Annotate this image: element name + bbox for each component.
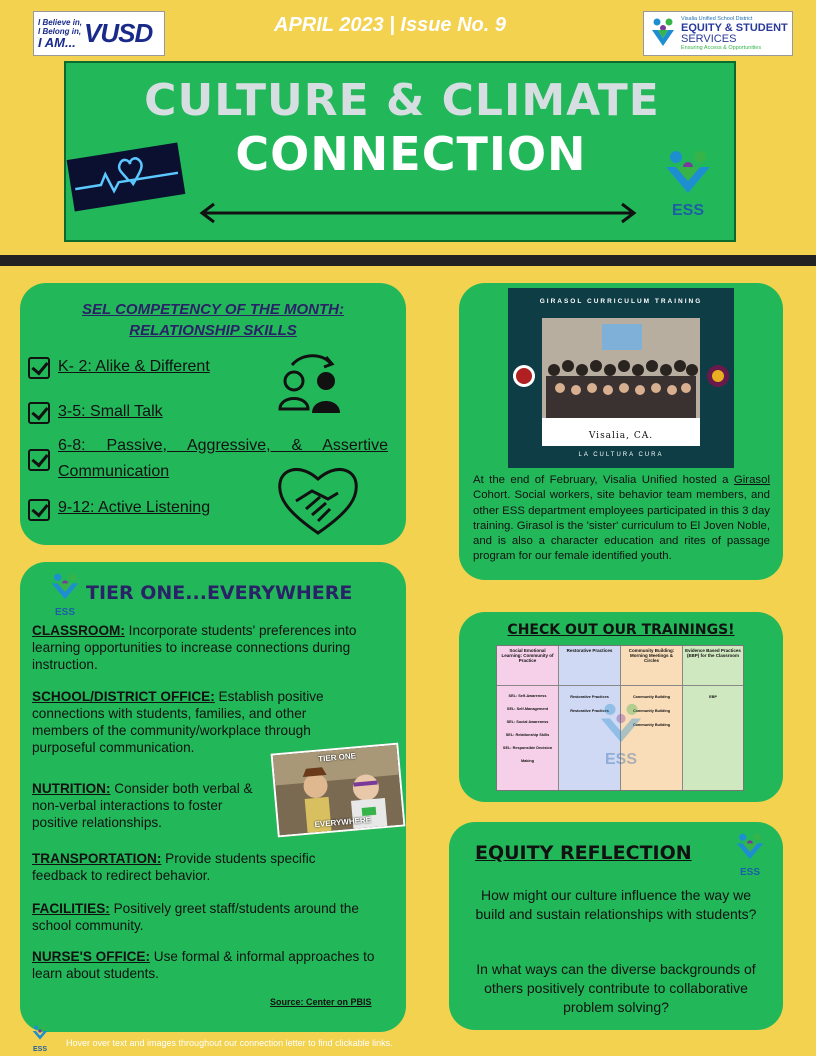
training-item[interactable]: SEL: Relationship Skills xyxy=(505,733,550,737)
sel-item[interactable]: 6-8: Passive, Aggressive, & Assertive xyxy=(58,437,388,454)
training-item[interactable]: SEL: Social Awareness xyxy=(506,720,549,724)
training-column-title: Community Building: Morning Meetings & Circles xyxy=(621,646,682,686)
tier-item-text: Incorporate students' preferences into learning opportunities to increase connections during instruction. xyxy=(32,623,357,672)
tier-item-text: Provide students specific feedback to redirect behavior. xyxy=(32,851,316,883)
check-icon xyxy=(28,402,50,424)
heartbeat-image xyxy=(67,143,186,212)
trainings-table[interactable] xyxy=(496,645,744,791)
meme-bottom-text: EVERYWHERE xyxy=(314,815,372,830)
meme-top-text: TIER ONE xyxy=(317,751,357,764)
sel-item[interactable]: Communication xyxy=(58,463,170,480)
trainings-heading[interactable]: CHECK OUT OUR TRAININGS! xyxy=(507,622,735,638)
training-column-title: Social Emotional Learning: Community of Practice xyxy=(497,646,558,686)
check-icon xyxy=(28,499,50,521)
sel-item[interactable]: 3-5: Small Talk xyxy=(58,403,163,420)
ess-logo-line2: SERVICES xyxy=(681,32,737,45)
heart-handshake-icon xyxy=(276,463,360,537)
watermark-ess-text: ESS xyxy=(604,751,637,768)
tier-item-title: SCHOOL/DISTRICT OFFICE: xyxy=(32,689,215,704)
training-column xyxy=(497,646,559,790)
girasol-text xyxy=(473,473,770,565)
girasol-text-pre: At the end of February, Visalia Unified hosted a xyxy=(473,474,734,486)
tier-item-facilities[interactable] xyxy=(32,900,392,934)
girasol-training-image[interactable] xyxy=(508,288,734,468)
girasol-image-title: GIRASOL CURRICULUM TRAINING xyxy=(539,298,703,305)
sel-item[interactable]: 9-12: Active Listening xyxy=(58,499,211,516)
divider-bar xyxy=(0,255,816,266)
check-icon xyxy=(28,357,50,379)
girasol-link[interactable]: Girasol xyxy=(733,474,770,486)
tier-item-title: NURSE'S OFFICE: xyxy=(32,949,151,964)
source-link[interactable]: Source: Center on PBIS xyxy=(270,997,372,1007)
group-photo xyxy=(542,318,700,418)
footer-text: Hover over text and images throughout our connection letter to find clickable links. xyxy=(66,1038,393,1048)
training-item[interactable]: Restorative Practices xyxy=(570,695,609,699)
tier-item-title: CLASSROOM: xyxy=(32,623,125,638)
hero-title-line1: CULTURE & CLIMATE xyxy=(144,75,660,126)
girasol-image-caption: LA CULTURA CURA xyxy=(578,452,664,458)
equity-question-1: How might our culture influence the way we build and sustain relationships with students? xyxy=(475,887,757,922)
double-arrow-icon xyxy=(198,201,638,225)
footer-ess-text: ESS xyxy=(32,1046,47,1053)
vusd-logo[interactable] xyxy=(33,11,165,56)
logo-brand: VUSD xyxy=(84,18,153,48)
trainings-card xyxy=(459,612,783,802)
sel-item[interactable]: K- 2: Alike & Different xyxy=(58,358,210,375)
ess-logo-top: Visalia Unified School District xyxy=(681,15,753,22)
equity-heading: EQUITY REFLECTION xyxy=(475,842,692,864)
logo-line1: I Believe in, xyxy=(38,17,83,27)
equity-ess-logo xyxy=(733,832,767,878)
logo-line2: I Belong in, xyxy=(38,26,82,36)
issue-label: APRIL 2023 | Issue No. 9 xyxy=(274,14,506,36)
tier-item-transportation[interactable] xyxy=(32,850,362,884)
tier-item-text: Use formal & informal approaches to learn about students. xyxy=(32,949,375,981)
training-column-title: Restorative Practices xyxy=(559,646,620,686)
photo-frame xyxy=(542,318,700,446)
logo-line3: I AM... xyxy=(38,34,76,50)
tier-item-title: FACILITIES: xyxy=(32,901,110,916)
hero-banner xyxy=(64,61,736,242)
heartbeat-icon xyxy=(67,143,186,212)
hero-ess-text: ESS xyxy=(671,202,704,219)
tier-ess-text: ESS xyxy=(54,607,75,618)
girasol-image-place: Visalia, CA. xyxy=(588,431,654,441)
equity-question-2: In what ways can the diverse backgrounds of others positively contribute to collaborative problem solving? xyxy=(476,961,756,1015)
tier-item-classroom[interactable] xyxy=(32,622,397,673)
tier-item-nutrition[interactable] xyxy=(32,780,272,831)
ess-people-icon xyxy=(733,832,767,862)
tier-item-title: NUTRITION: xyxy=(32,781,111,796)
ess-logo-tag: Ensuring Access & Opportunities xyxy=(681,44,762,51)
training-item[interactable]: Community Building xyxy=(632,709,671,713)
relationship-cycle-icon xyxy=(272,351,348,421)
sel-heading-line1[interactable]: SEL COMPETENCY OF THE MONTH: xyxy=(82,301,344,318)
sunflower-seal-icon xyxy=(706,362,730,390)
seal-icon xyxy=(512,364,536,388)
check-icon xyxy=(28,449,50,471)
watermark-ess-logo xyxy=(595,702,647,769)
ess-people-icon xyxy=(595,702,647,746)
training-column xyxy=(683,646,743,790)
training-column-title: Evidence Based Practices (EBP) for the Classroom xyxy=(683,646,743,686)
training-item[interactable]: Community Building xyxy=(632,695,671,699)
training-item[interactable]: SEL: Self-Awareness xyxy=(508,694,547,698)
training-item[interactable]: SEL: Self-Management xyxy=(506,707,549,711)
tier-item-district[interactable] xyxy=(32,688,352,756)
ess-logo-line1: EQUITY & STUDENT xyxy=(681,21,788,34)
tier-item-text: Establish positive connections with students, families, and other members of the community/workplace through purposeful communication. xyxy=(32,689,324,755)
tier-item-text: Consider both verbal & non-verbal interactions to foster positive relationships. xyxy=(32,781,253,830)
sel-card xyxy=(20,283,406,545)
training-item[interactable]: Community Building xyxy=(632,723,671,727)
hero-ess-logo xyxy=(660,149,716,219)
tier-item-nurse[interactable] xyxy=(32,948,402,982)
tier-heading: TIER ONE...EVERYWHERE xyxy=(86,582,353,604)
training-item[interactable]: Restorative Practices xyxy=(570,709,609,713)
hero-title-line2: CONNECTION xyxy=(235,127,587,181)
ess-logo[interactable] xyxy=(643,11,793,56)
tier-item-title: TRANSPORTATION: xyxy=(32,851,162,866)
ess-people-icon xyxy=(648,16,678,52)
sel-heading-line2[interactable]: RELATIONSHIP SKILLS xyxy=(129,322,297,339)
equity-card xyxy=(449,822,783,1030)
footer-ess-logo xyxy=(30,1025,50,1053)
girasol-card xyxy=(459,283,783,580)
girasol-text-post: Cohort. Social workers, site behavior team members, and other ESS department employees participated in this 3 day training. Girasol is the 'sister' curriculum to El Joven Noble, and is also a character education and rites of passage program for our female identified youth. xyxy=(473,489,770,563)
tier-ess-logo xyxy=(48,572,82,618)
equity-ess-text: ESS xyxy=(739,867,760,878)
tier-item-text: Positively greet staff/students around the school community. xyxy=(32,901,359,933)
ess-people-icon xyxy=(30,1025,50,1041)
training-item[interactable]: SEL: Responsible Decision Making xyxy=(502,746,553,763)
ess-people-icon xyxy=(660,149,716,197)
tier-one-card xyxy=(20,562,406,1032)
footer xyxy=(30,1025,790,1051)
training-item[interactable]: EBP xyxy=(709,695,717,699)
toy-story-meme-image[interactable] xyxy=(271,743,406,838)
ess-people-icon xyxy=(48,572,82,602)
